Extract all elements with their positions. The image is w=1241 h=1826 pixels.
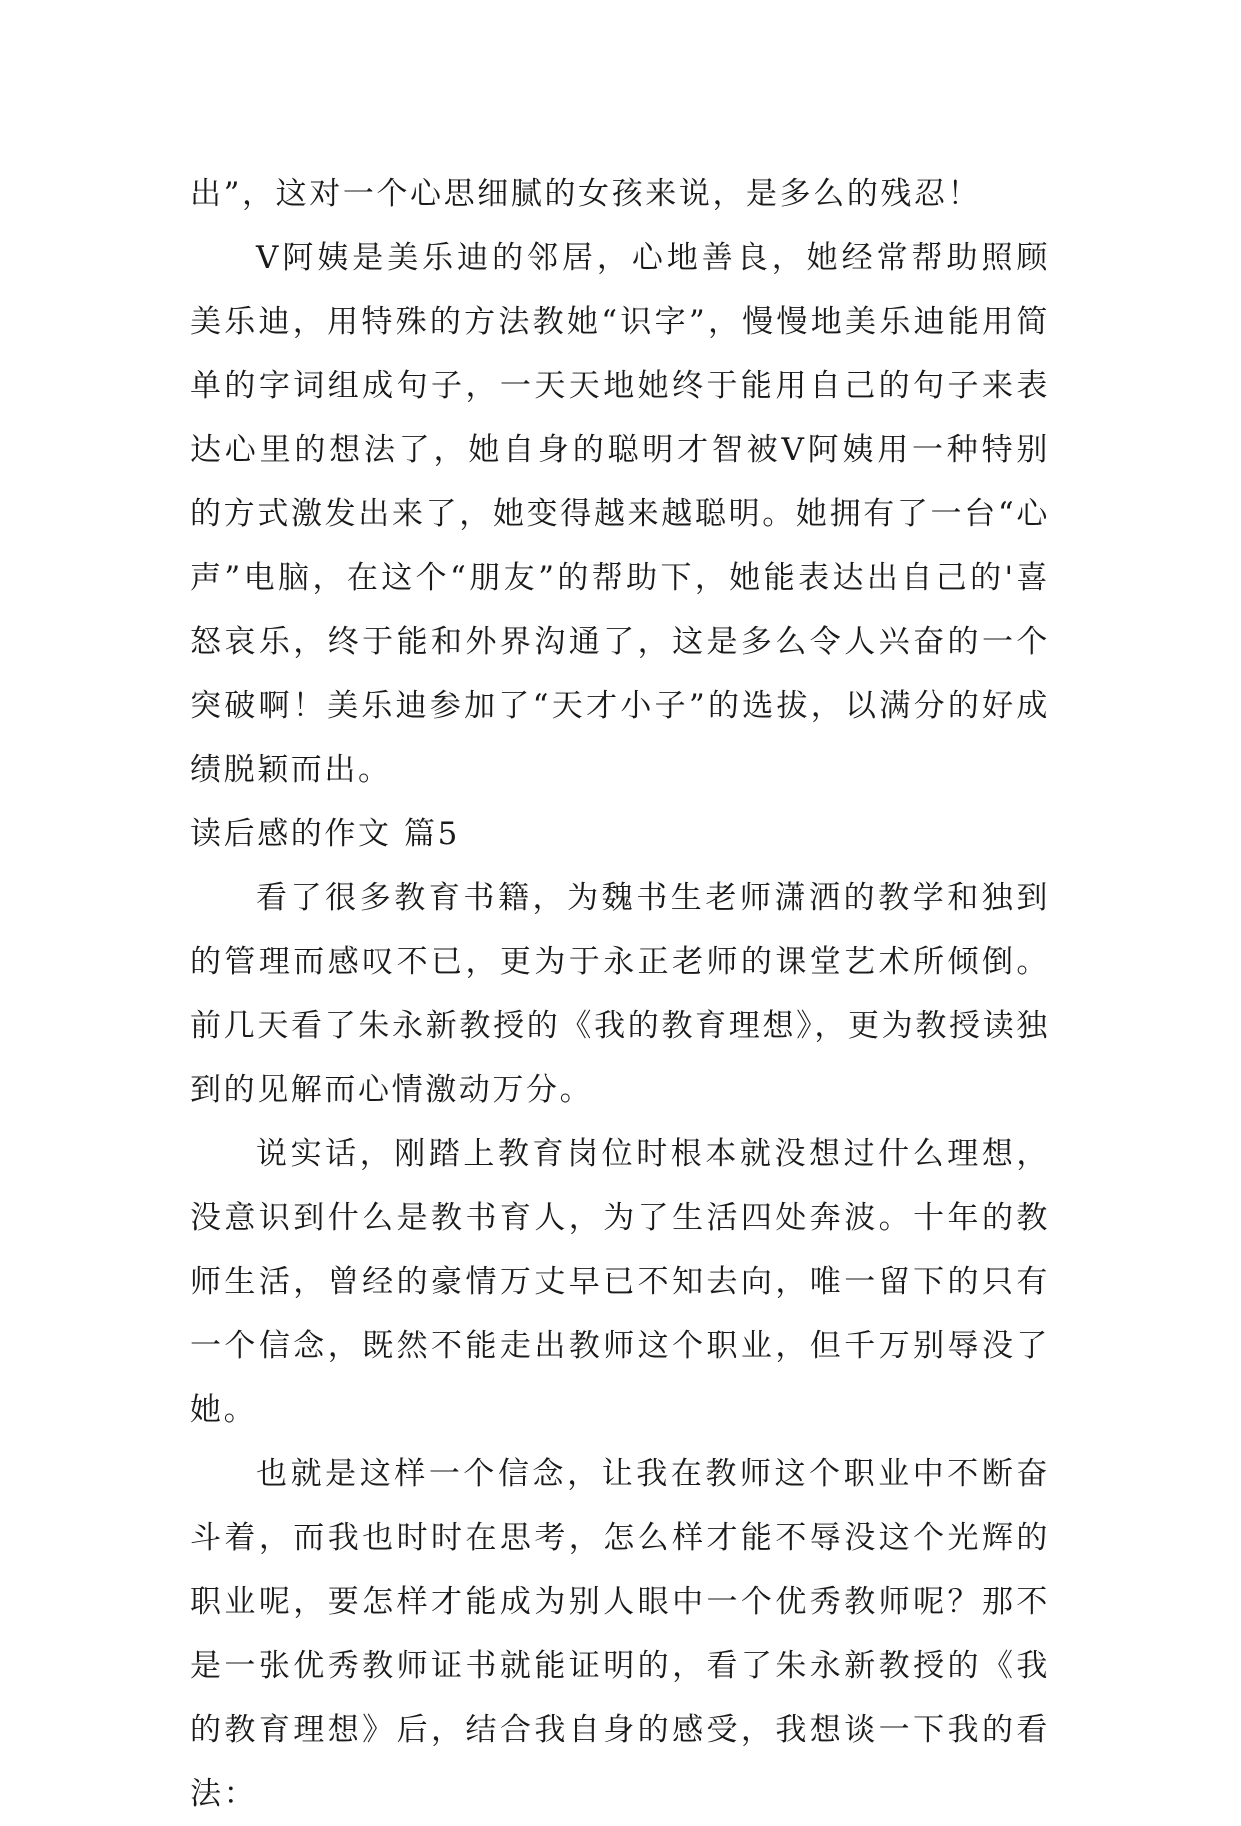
section-heading: 读后感的作文 篇5 [190,816,460,852]
paragraph-education-books: 看了很多教育书籍，为魏书生老师潇洒的教学和独到的管理而感叹不已，更为于永正老师的课堂艺术所倾倒。前几天看了朱永新教授的《我的教育理想》，更为教授读独到的见解而心情激动万分。 [190,880,1050,1108]
paragraph-belief: 也就是这样一个信念，让我在教师这个职业中不断奋斗着，而我也时时在思考，怎么样才能不辱没这个光辉的职业呢，要怎样才能成为别人眼中一个优秀教师呢？那不是一张优秀教师证书就能证明的，看了朱永新教授的《我的教育理想》后，结合我自身的感受，我想谈一下我的看法： [190,1456,1050,1812]
paragraph-v-aunt: V阿姨是美乐迪的邻居，心地善良，她经常帮助照顾美乐迪，用特殊的方法教她“识字”，慢慢地美乐迪能用简单的字词组成句子，一天天地她终于能用自己的句子来表达心里的想法了，她自身的聪明才智被V阿姨用一种特别的方式激发出来了，她变得越来越聪明。她拥有了一台“心声”电脑，在这个“朋友”的帮助下，她能表达出自己的'喜怒哀乐，终于能和外界沟通了，这是多么令人兴奋的一个突破啊！美乐迪参加了“天才小子”的选拔，以满分的好成绩脱颖而出。 [190,240,1050,788]
paragraph-honestly: 说实话，刚踏上教育岗位时根本就没想过什么理想，没意识到什么是教书育人，为了生活四处奔波。十年的教师生活，曾经的豪情万丈早已不知去向，唯一留下的只有一个信念，既然不能走出教师这个职业，但千万别辱没了她。 [190,1136,1050,1428]
document-body [190,162,1050,1826]
paragraph-continuation: 出”，这对一个心思细腻的女孩来说，是多么的残忍！ [190,176,982,212]
